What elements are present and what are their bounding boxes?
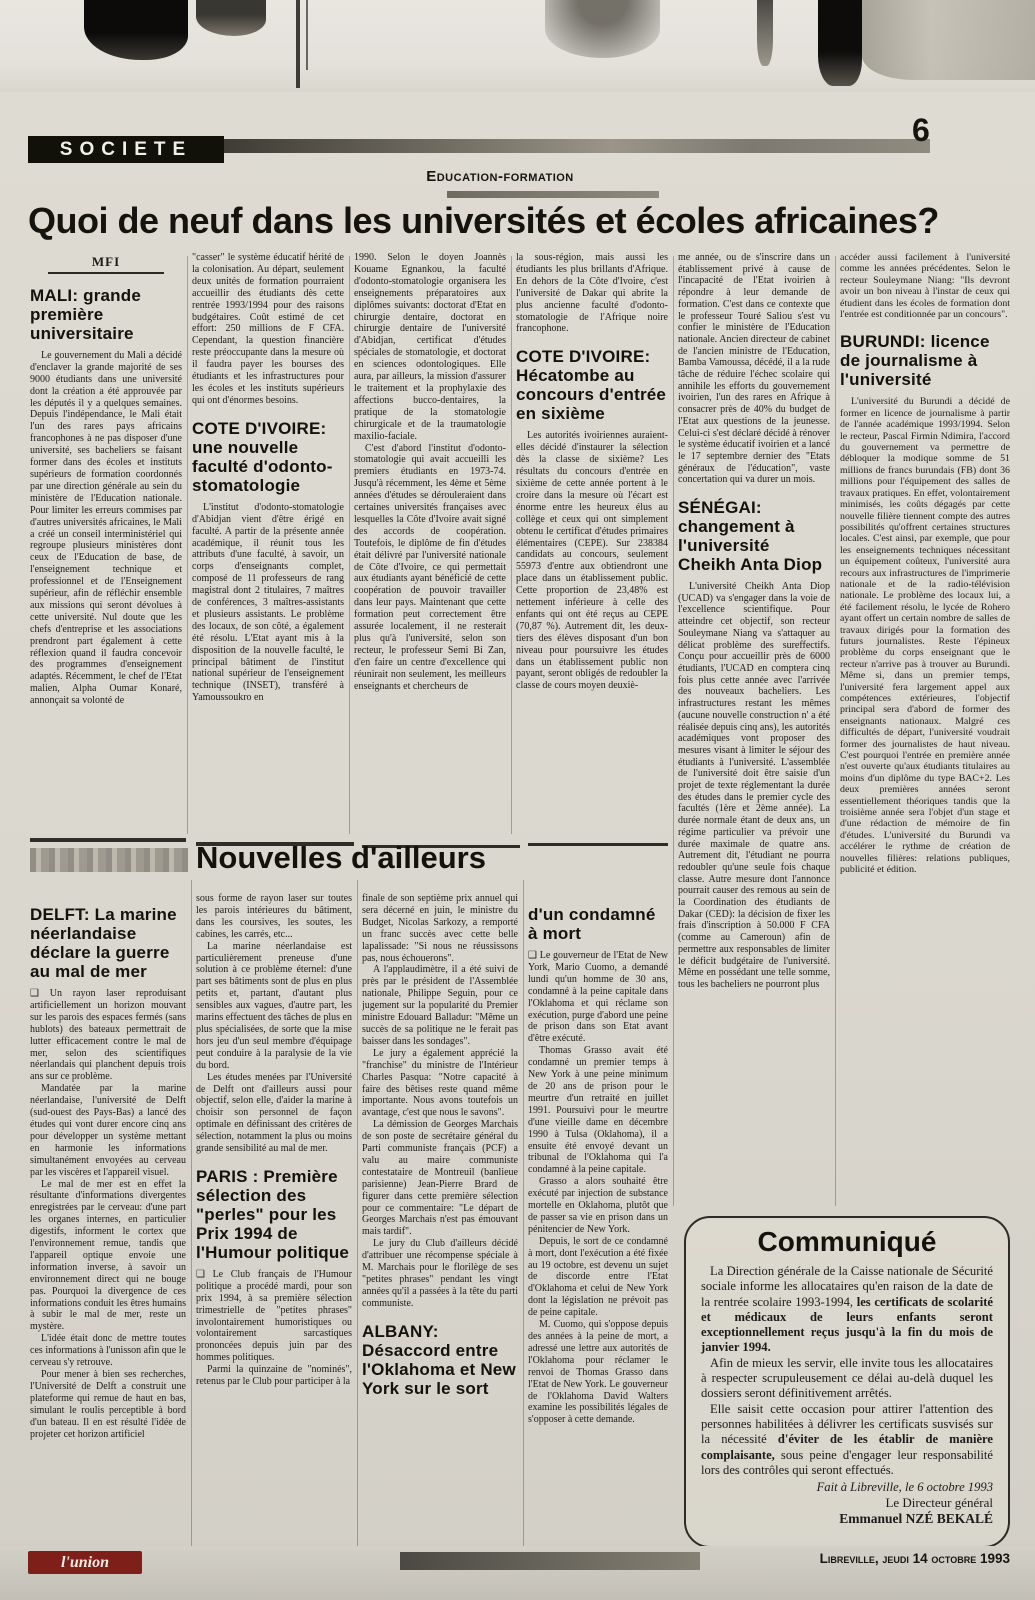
article-paragraph: sous forme de rayon laser sur toutes les parois intérieures du bâtiment, dans les coursives, les soutes, les cabines, les carrés, etc... — [196, 893, 352, 940]
section-label: SOCIETE — [28, 136, 224, 163]
scan-artifact — [818, 0, 862, 86]
scan-artifact — [757, 0, 773, 66]
article-paragraph — [701, 1264, 993, 1356]
footer-dateline: Libreville, jeudi 14 octobre 1993 — [819, 1551, 1010, 1566]
article-paragraph: 1990. Selon le doyen Joannès Kouame Egnankou, la faculté d'odonto-stomatologie organisera les enseignements préparatoires aux diplômes suivants: doctorat d'Etat en chirurgie dentaire, doctorat en chirurgie dentaire de l'université d'Abidjan, certificat d'études spéciales de stomatologie, et doctorat en sciences odontologiques. Elle aura, par ailleurs, la mission d'assurer le traitement et la prophylaxie des affections bucco-dentaires, la pratique de la stomatologie chirurgicale et de la traumatologie maxilio-faciale. — [354, 252, 506, 442]
kicker-underline — [447, 191, 659, 198]
article-paragraph: "casser" le système éducatif hérité de la colonisation. Au départ, seulement deux unités de formation pourraient accueillir des étudiants dès cette rentrée 1993/1994 pour des raisons budgétaires. Coût estimé de cet effort: 250 millions de F CFA. Cependant, la question financière reste préoccupante dans la mesure où il faudra payer les bourses des étudiants et les infrastructures pour les écoles et les instituts supérieurs qui ont d'énormes besoins. — [192, 252, 344, 406]
news-column-condamne — [528, 893, 668, 1553]
article-paragraph: me année, ou de s'inscrire dans un établissement privé à cause de l'incapacité de l'Etat ivoirien à répondre à leur demande de formation. C'est dans ce contexte que le professeur Touré Saliou s'est vu confier le ministère de l'Education nationale. Ancien directeur de cabinet de l'ancien ministre de l'Education, Bamba Vamoussa, décédé, il a la rude tâche de réduire l'échec scolaire qui annihile les efforts du gouvernement ivoirien, l'un des rares en Afrique à consacrer près de 40% du budget de l'Etat aux questions de la jeunesse. Celui-ci s'est déclaré décidé à rénover le système éducatif ivoirien et a lancé le 17 septembre dernier des "Etats généraux de l'éducation", vaste concertation qui va durer un mois. — [678, 252, 830, 486]
column-divider — [523, 880, 524, 1548]
scan-artifact — [306, 0, 308, 70]
bold-text: les certificats de scolarité et médicaux de leurs enfants seront exceptionnellement reçus jusqu'à la fin du mois de janvier 1994. — [701, 1294, 993, 1355]
article-column-6 — [840, 252, 1010, 1210]
column-divider — [187, 256, 188, 834]
article-paragraph: Grasso a alors souhaité être exécuté par injection de substance mortelle en Oklahoma, plutôt que de passer sa vie en prison dans un pénitencier de New York. — [528, 1176, 668, 1235]
article-paragraph: Le jury a également apprécié la "franchise" du ministre de l'Intérieur Charles Pasqua: "Notre capacité à faire des bêtises reste quand même importante. Nous avons toutefois un avantage, c'est que nous le savons". — [362, 1047, 518, 1119]
scan-artifact — [30, 848, 188, 872]
body-text: Afin de mieux les servir, elle invite tous les allocataires à respecter scrupuleusement ce délai au-delà duquel les dossiers seront définitivement arrêtés. — [701, 1355, 993, 1401]
article-heading: SÉNÉGAI: changement à l'université Cheikh Anta Diop — [678, 498, 823, 575]
page-number: 6 — [912, 112, 930, 148]
article-paragraph: ❑ Un rayon laser reproduisant artificiellement un horizon mouvant sur les parois des espaces fermés (sans hublots) des bateaux permettrait de lutter efficacement contre le mal de mer, selon des scientifiques néerlandais qui planchent depuis trois ans sur ce problème. — [30, 988, 186, 1083]
body-text: sous peine d'engager leur responsabilité lors des contrôles qui seront effectués. — [701, 1447, 993, 1477]
article-paragraph: accéder aussi facilement à l'université comme les années précédentes. Selon le recteur Souleymane Niang: "Ils devront avoir un bon niveau à l'instar de ceux qui étudient dans les écoles de formation dont l'entrée est conditionnée par un concours". — [840, 252, 1010, 321]
article-column-2 — [192, 252, 344, 836]
article-paragraph: Les autorités ivoiriennes auraient-elles décidé d'instaurer la sélection dès la classe de sixième? Les résultats du concours d'entrée en sixième de cette année portent à le croire dans la mesure où l'écart est énorme entre les heureux élus au collège et ceux qui ont simplement obtenu le certificat d'études primaires élémentaires (CEPE). Sur 238384 candidats au concours, seulement 55973 d'entre aux obtiendront une place dans un établissement public. Cette proportion de 23,48% est nettement inférieure à celle des enfants qui ont été reçus au CEPE (70,87 %). Autrement dit, les deux-tiers des élèves disposant d'un bon niveau pour poursuivre les études dans un établissement public non payant, seront obligés de redoubler la classe de cours moyen deuxiè- — [516, 430, 668, 692]
article-paragraph: Depuis, le sort de ce condamné à mort, dont l'exécution a été fixée au 19 octobre, est devenu un sujet de discorde entre l'Etat d'Oklahoma et celui de New York dont la législation ne prévoit pas de peine capitale. — [528, 1235, 668, 1319]
article-paragraph: L'idée était donc de mettre toutes ces informations à l'unisson afin que le cerveau s'y retrouve. — [30, 1333, 186, 1369]
scan-artifact — [862, 0, 1035, 80]
article-column-1 — [30, 252, 182, 836]
footer-rule-bar — [400, 1552, 700, 1570]
article-paragraph: la sous-région, mais aussi les étudiants les plus brillants d'Afrique. En dehors de la Côte d'Ivoire, c'est l'université de Dakar qui abrite la plus ancienne faculté d'odonto-stomatologie de l'Afrique noire francophone. — [516, 252, 668, 335]
article-heading: BURUNDI: licence de journalisme à l'université — [840, 332, 990, 390]
article-heading: ALBANY: Désaccord entre l'Oklahoma et New York sur le sort — [362, 1321, 516, 1398]
article-heading: DELFT: La marine néerlandaise déclare la guerre au mal de mer — [30, 905, 177, 981]
article-paragraph: Pour mener à bien ses recherches, l'Université de Delft a construit une plateforme qui remue de haut en bas, simulant le roulis perceptible à bord d'un bateau. Il en est résulté l'idée de projeter cet horizon artificiel — [30, 1369, 186, 1440]
header-rule-bar — [224, 139, 930, 153]
article-paragraph: Mandatée par la marine néerlandaise, l'université de Delft (sud-ouest des Pays-Bas) a lancé des études qui vont durer encore cinq ans pour développer un système mettant en harmonie les informations simultanément envoyées au cerveau par les viscères et l'appareil visuel. — [30, 1083, 186, 1178]
column-divider — [357, 880, 358, 1548]
news-column-albany — [362, 893, 518, 1553]
article-heading: COTE D'IVOIRE: une nouvelle faculté d'odonto-stomatologie — [192, 418, 333, 495]
article-paragraph: ❑ Le gouverneur de l'Etat de New York, Mario Cuomo, a demandé lundi qu'un homme de 30 ans, condamné à la peine capitale dans l'Oklahoma et qui réclame son exécution, purge d'abord une peine de prison dans son Etat avant d'être exécuté. — [528, 950, 668, 1045]
communique-title: Communiqué — [757, 1226, 937, 1257]
main-headline: Quoi de neuf dans les universités et écoles africaines? — [28, 200, 939, 241]
bold-text: d'éviter de les établir de manière complaisante, — [701, 1432, 994, 1462]
body-text: La Direction générale de la Caisse nationale de Sécurité sociale informe les allocataires qu'en raison de la date de la rentrée scolaire 1993-1994, — [701, 1264, 993, 1309]
article-heading: MALI: grande première universitaire — [30, 285, 142, 343]
column-divider — [191, 880, 192, 1548]
column-divider — [511, 256, 512, 834]
body-text: Elle saisit cette occasion pour attirer l'attention des personnes habilitées à délivrer les certificats susvisés sur la nécessité — [701, 1401, 993, 1447]
article-column-5 — [678, 252, 830, 1210]
article-paragraph: Parmi la quinzaine de "nominés", retenus par le Club pour participer à la — [196, 1364, 352, 1388]
article-paragraph: L'université Cheikh Anta Diop (UCAD) va s'engager dans la voie de l'excellence scientifique. Pour atteindre cet objectif, son recteur Souleymane Niang va s'attaquer au délicat problème des sureffectifs. Conçu pour accueillir près de 6000 étudiants, l'UCAD en comptera cinq fois plus cette année avec l'arrivée des nouveaux bacheliers. Les infrastructures restant les mêmes (aucune nouvelle construction n' a été réalisée depuis cinq ans), les autorités académiques vont proposer des mesures visant à limiter le séjour des étudiants à l'université. L'assemblée de l'université doit être saisie d'un projet de texte réglementant la durée des études dans le premier cycle des facultés (1ère et 2ème année). La durée normale étant de deux ans, un régime particulier va prévoir une durée maximale de quatre ans. Autrement dit, l'étudiant ne pourra redoubler qu'une seule fois chaque classe. Autre mesure dont l'annonce pourrait causer des remous au sein de la Coordination des étudiants de Dakar (CED): la décision de fixer les frais d'inscription à 50.000 F CFA (comme au Cameroun) afin de permettre aux responsables de limiter le déficit budgétaire de l'université. Même en possédant une telle somme, tous les bacheliers ne pourront plus — [678, 581, 830, 990]
communique-signature-title: Le Directeur général — [885, 1495, 993, 1511]
article-paragraph: A l'applaudimètre, il a été suivi de près par le président de l'Assemblée nationale, Philippe Seguin, pour ce jugement sur la popularité du Premier ministre Edouard Balladur: "Même un succès de sa politique ne le ferait pas baisser dans les sondages". — [362, 964, 518, 1047]
article-heading: d'un condamné à mort — [528, 905, 656, 943]
article-heading: COTE D'IVOIRE: Hécatombe au concours d'entrée en sixième — [516, 347, 667, 424]
article-paragraph: M. Cuomo, qui s'oppose depuis des années à la peine de mort, a adressé une lettre aux autorités de l'Oklahoma pour réclamer le renvoi de Thomas Grasso dans l'Etat de New York. Le gouverneur de l'Oklahoma David Walters examine les possibilités légales de s'opposer à cette demande. — [528, 1319, 668, 1426]
article-paragraph: Le mal de mer est en effet la résultante d'informations divergentes enregistrées par le cerveau: d'une part les organes internes, en particulier digestifs, informent le cortex que l'environnement remue, tandis que l'appareil optique envoie une information inverse, à savoir un environnement direct qui ne bouge pas. Pourquoi la divergence de ces informations conduit les êtres humains à subir le mal de mer, reste un mystère. — [30, 1178, 186, 1333]
article-paragraph: L'institut d'odonto-stomatologie d'Abidjan vient d'être érigé en faculté. A partir de la présente année académique, il réunit tous les attributs d'une faculté, à savoir, un corps d'enseignants complet, composé de 11 professeurs de rang magistral dont 2 titulaires, 7 maîtres de conférences, 3 maîtres-assistants et plusieurs assistants. Le problème des locaux, de son côté, a également été résolu. L'Etat ayant mis à la disposition de la nouvelle faculté, le principal bâtiment de l'institut national supérieur de l'enseignement technique (INSET), transféré à Yamoussoukro en — [192, 501, 344, 704]
article-paragraph: Thomas Grasso avait été condamné un premier temps à New York à une peine minimum de 20 ans de prison pour le meurtre d'un retraité en juillet 1991. Poursuivi pour le meurtre d'une vieille dame en décembre 1990 à Tulsa (Oklahoma), il a ensuite été envoyé devant un tribunal de l'Oklahoma qui l'a condamné à la peine capitale. — [528, 1045, 668, 1176]
horizontal-rule — [30, 838, 186, 842]
article-column-4 — [516, 252, 668, 836]
article-paragraph: La démission de Georges Marchais de son poste de secrétaire général du Parti communiste français (PCF) a valu au maire communiste contestataire de Montreuil (banlieue parisienne) Jean-Pierre Brard de figurer dans cette première sélection pour ce commentaire: "Le départ de Georges Marchais n'est pas émouvant mais tardif". — [362, 1119, 518, 1238]
column-divider — [673, 256, 674, 1206]
article-paragraph: Le jury du Club d'ailleurs décidé d'attribuer une récompense spéciale à M. Marchais pour le florilège de ses "petites phrases" pendant les vingt années qu'il a passées à la tête du parti communiste. — [362, 1238, 518, 1309]
article-paragraph: finale de son septième prix annuel qui sera décerné en juin, le ministre du Budget, Nicolas Sarkozy, a remporté un franc succès avec cette belle lapalissade: "Si nous ne réussissons pas, nous échouerons". — [362, 893, 518, 964]
column-divider — [835, 256, 836, 1206]
masthead-lunion: l'union — [28, 1551, 142, 1574]
byline: MFI — [48, 256, 164, 274]
article-paragraph: Le gouvernement du Mali a décidé d'enclaver la grande majorité de ses 9000 étudiants dans une université dont la création a été approuvée par les députés il y a quelques semaines. Depuis l'indépendance, le Mali était l'un des rares pays africains francophones à ne pas disposer d'une université, ses bacheliers se faisant former dans des écoles et instituts supérieurs de formation coordonnés par une direction générale au sein du ministère de l'Education nationale. Pour limiter les erreurs commises par d'autres universités africaines, le Mali a créé un conseil interministériel qui regroupe plusieurs ministères dont ceux de l'Education de base, de l'enseignement technique et professionnel et de l'Enseignement supérieur, afin de réfléchir ensemble aux missions qui seront dévolues à cette université. Nul doute que les chefs d'entreprise et les associations prendront part également à cette réflexion quand il faudra concevoir des programmes d'enseignement adaptés. Récemment, le chef de l'Etat malien, Alpha Oumar Konaré, annonçait sa volonté de — [30, 349, 182, 707]
article-heading: PARIS : Première sélection des "perles" pour les Prix 1994 de l'Humour politique — [196, 1166, 350, 1262]
communique-dateline: Fait à Libreville, le 6 octobre 1993 — [816, 1480, 993, 1495]
article-paragraph: C'est d'abord l'institut d'odonto-stomatologie qui avait accueilli les premiers étudiants en 1973-74. Jusqu'à récemment, les 4ème et 5ème années d'études se dérouleraient dans certaines universités françaises avec lesquelles la Côte d'Ivoire avait signé des accords de coopération. Toutefois, le diplôme de fin d'études était délivré par l'université nationale de Côte d'Ivoire, ce qui permettait aux étudiants ayant bénéficié de cette coopération de pouvoir travailler dans leur pays. Maintenant que cette formation peut correctement être assurée localement, il ne resterait plus qu'à l'université, selon son recteur, le professeur Semi Bi Zan, d'en faire un centre d'excellence qui réunirait non seulement, les meilleurs enseignants et chercheurs de — [354, 442, 506, 692]
article-paragraph: La marine néerlandaise est particulièrement preneuse d'une solution à ce problème éternel: d'une part ses bâtiments sont de plus en plus petits et, partant, d'autant plus sensibles aux vagues, d'autre part, les marins effectuent des tâches de plus en plus spécialisées, de sorte que la mise hors jeu d'un seul membre d'équipage peut conduire à la paralysie de la vie du bord. — [196, 940, 352, 1071]
article-paragraph — [701, 1402, 993, 1478]
column-divider — [349, 256, 350, 834]
news-column-delft — [30, 893, 186, 1553]
article-column-3 — [354, 252, 506, 836]
article-paragraph: Les études menées par l'Université de Delft ont d'ailleurs aussi pour objectif, selon elle, d'aider la marine à choisir son personnel de façon optimale en définissant des critères de sélection, notamment la plus ou moins grande sensibilité au mal de mer. — [196, 1071, 352, 1155]
communique-body — [701, 1264, 993, 1478]
scan-artifact — [545, 0, 660, 58]
communique-box — [684, 1216, 1010, 1548]
article-paragraph — [701, 1356, 993, 1402]
news-column-paris — [196, 893, 352, 1553]
article-paragraph: L'université du Burundi a décidé de former en licence de journalisme à partir de l'année académique 1993/1994. Selon le recteur, Pascal Firmin Ndimira, l'accord du gouvernement va permettre de débloquer la modique somme de 51 millions de francs burundais (FB) dont 36 millions pour l'équipement des salles de travaux pratiques. En effet, volontairement minimisés, les coûts dégagés par cette nouvelle filière tiennent compte des autres possibilités qu'offrent certaines structures locales. C'est ainsi, par exemple, que pour les enseignements techniques nécessitant un équipement coûteux, l'université aura recours aux infrastructures de l'imprimerie nationale et de la radio-télévision nationale. Le problème des locaux lui, a été facilement résolu, le lycée de Rohero ayant offert un certain nombre de salles de travaux dirigés pour la formation des futurs journalistes. Reste l'épineux problème du corps enseignant que le recteur n'arrive pas à trouver au Burundi. Même si, dans un premier temps, l'université fera largement appel aux compétences extérieures, l'objectif principal sera d'abord de former des enseignants nationaux. Malgré ces difficultés de départ, l'université voudrait former des journalistes de haut niveau. C'est pourquoi l'entrée en première année n'est ouverte qu'aux étudiants titulaires au moins d'un diplôme du type BAC+2. Les deux premières années seront essentiellement théoriques tandis que la troisième année sera l'objet d'un stage et d'une rédaction de mémoire de fin d'études. L'université du Burundi va accélérer le rythme de création de nouvelles filières: relations publiques, publicité et édition. — [840, 396, 1010, 876]
second-section-title: Nouvelles d'ailleurs — [196, 840, 486, 875]
kicker-education-formation: Education-formation — [426, 168, 574, 185]
communique-signature-name: Emmanuel NZÉ BEKALÉ — [839, 1511, 993, 1527]
scan-artifact — [296, 0, 300, 88]
article-paragraph: ❑ Le Club français de l'Humour politique a procédé mardi, pour son prix 1994, à sa première sélection trimestrielle de "petites phrases" involontairement humoristiques ou volontairement sarcastiques prononcées depuis juin par des hommes politiques. — [196, 1268, 352, 1364]
